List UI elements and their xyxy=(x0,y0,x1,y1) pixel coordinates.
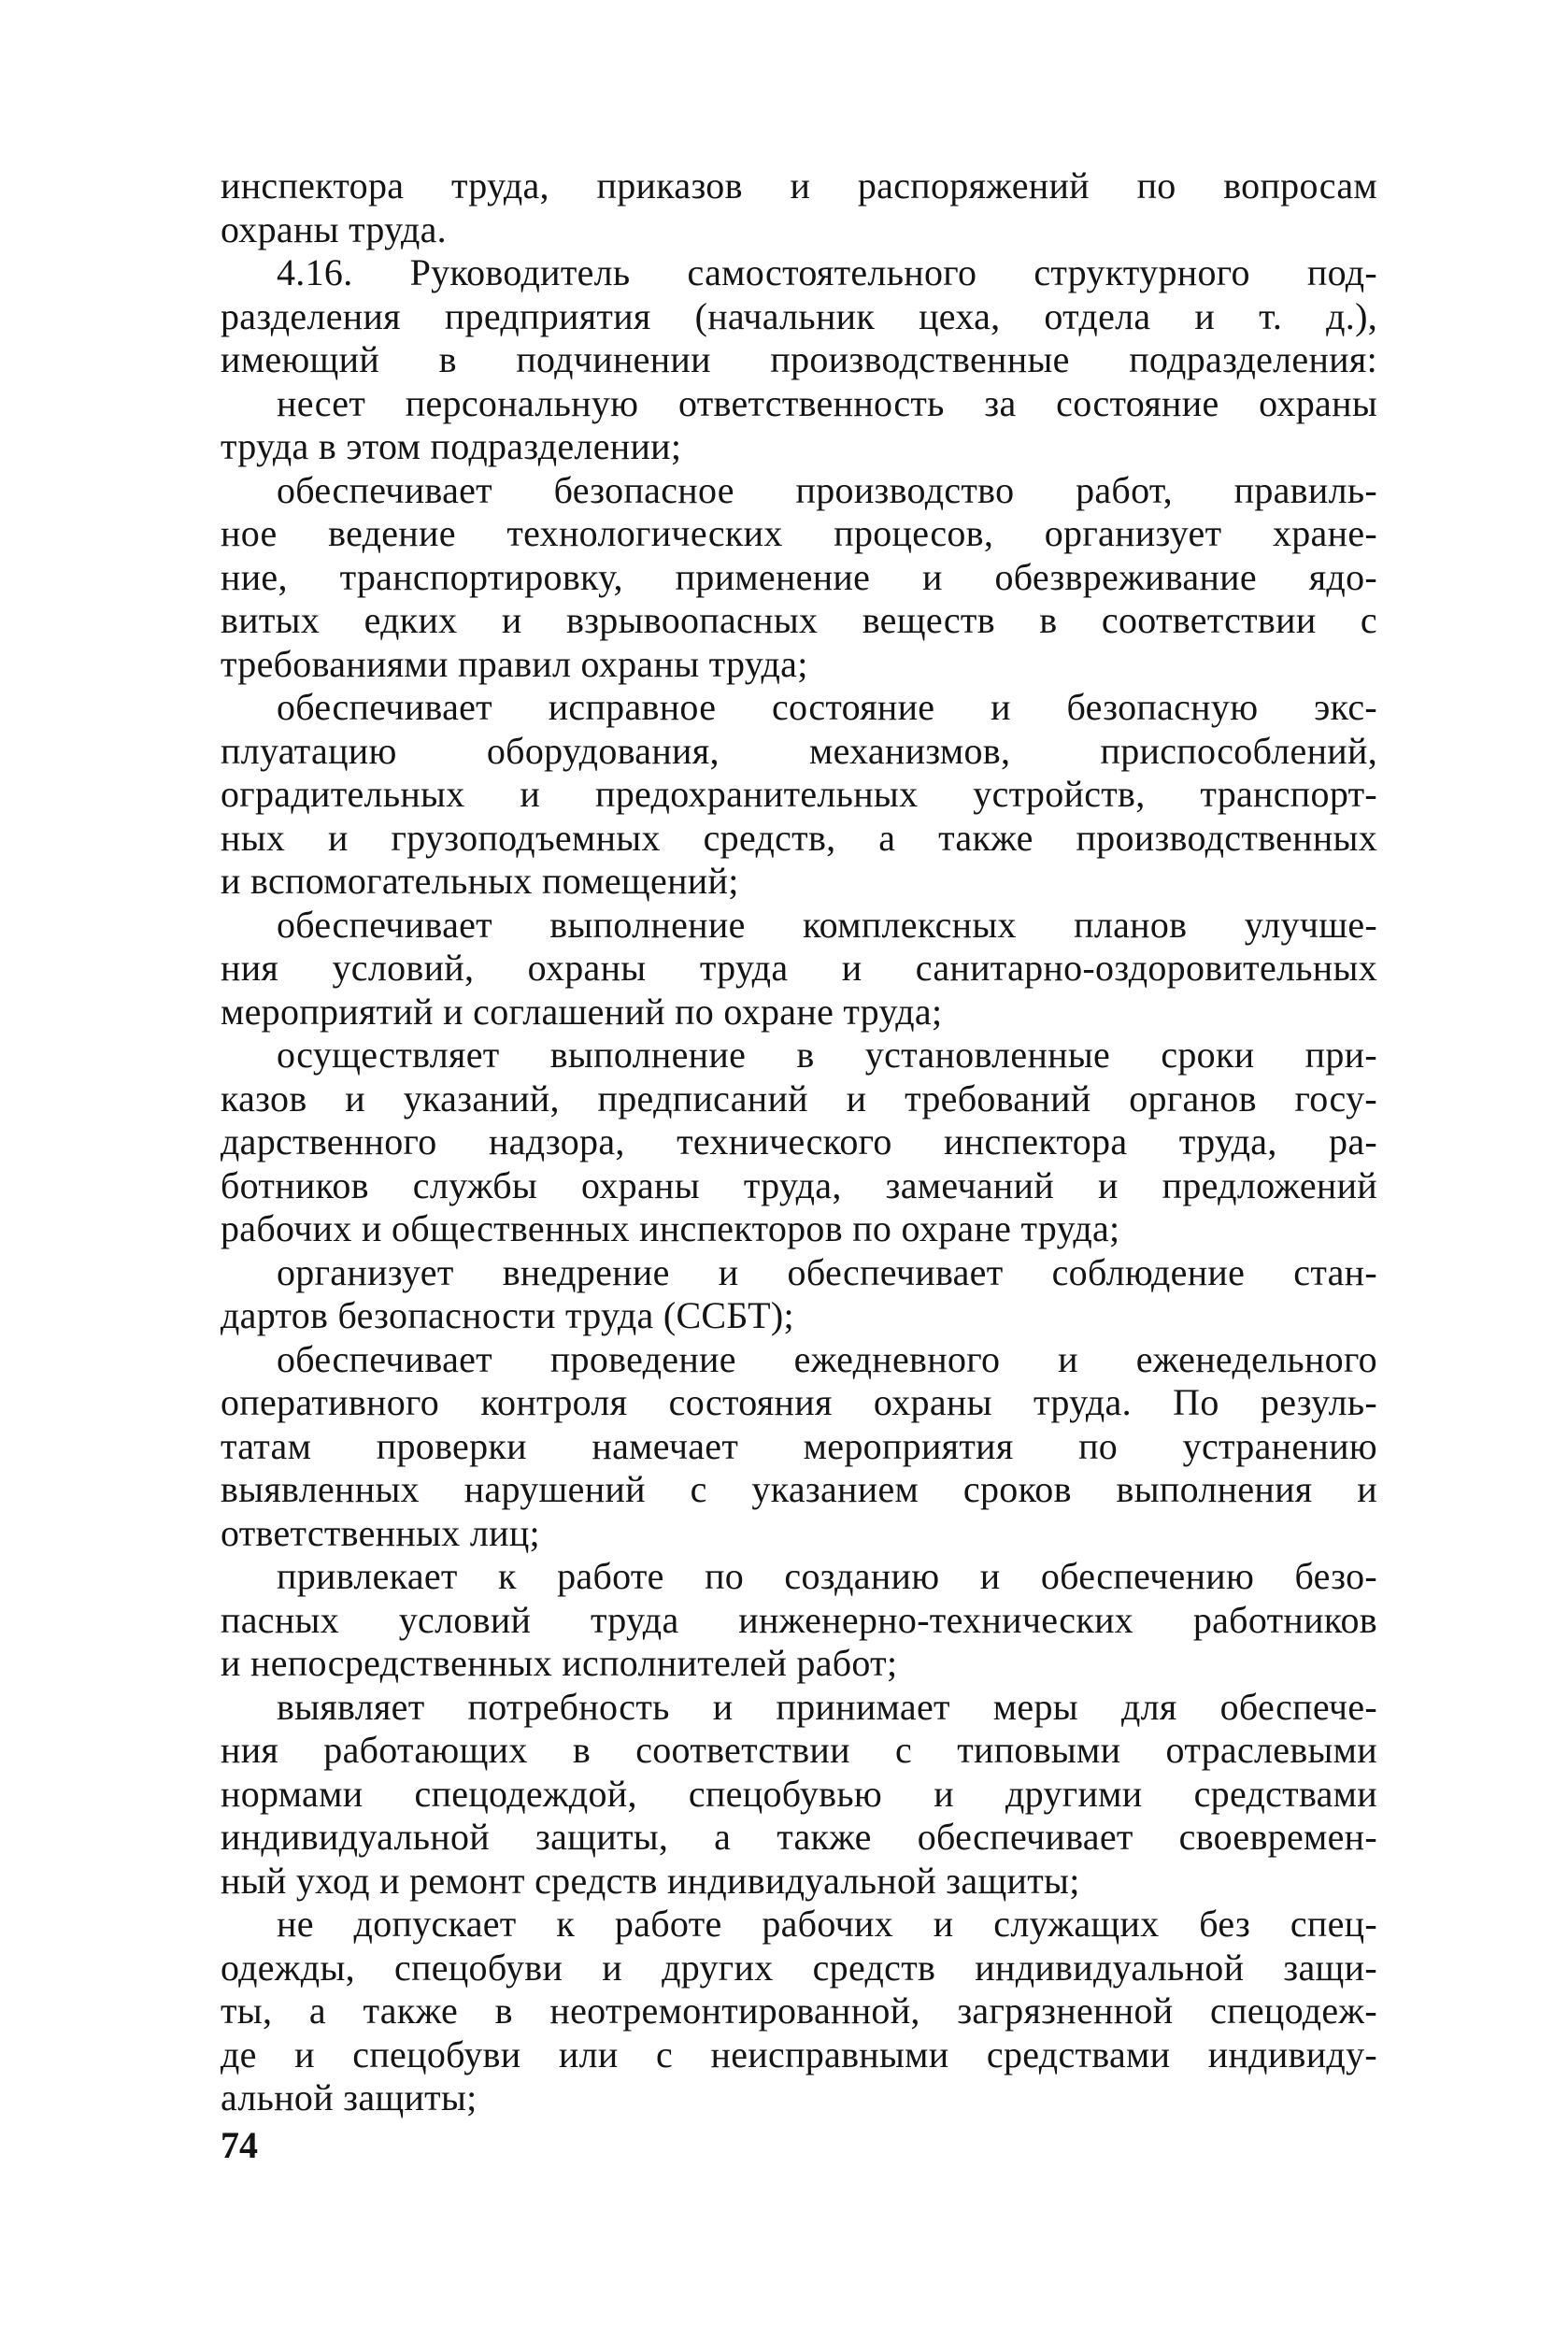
text-line: и непосредственных исполнителей работ; xyxy=(221,1642,898,1684)
text-line: пасных условий труда инженерно-технических работников xyxy=(221,1598,1377,1641)
text-line: рабочих и общественных инспекторов по охране труда; xyxy=(221,1207,1120,1249)
text-line: разделения предприятия (начальник цеха, отдела и т. д.), xyxy=(221,294,1377,337)
text-line: осуществляет выполнение в установленные сроки при- xyxy=(277,1034,1377,1076)
text-line: казов и указаний, предписаний и требований органов госу- xyxy=(221,1077,1377,1120)
text-line: труда в этом подразделении; xyxy=(221,425,682,467)
text-line: выявленных нарушений с указанием сроков выполнения и xyxy=(221,1468,1377,1510)
text-line: обеспечивает безопасное производство работ, правиль- xyxy=(277,468,1377,511)
text-line: 4.16. Руководитель самостоятельного структурного под- xyxy=(277,251,1377,293)
text-line: оперативного контроля состояния охраны труда. По резуль- xyxy=(221,1381,1377,1423)
text-line: ния работающих в соответствии с типовыми отраслевыми xyxy=(221,1729,1377,1771)
text-line: индивидуальной защиты, а также обеспечивает своевремен- xyxy=(221,1816,1377,1858)
text-line: витых едких и взрывоопасных веществ в соответствии с xyxy=(221,599,1377,641)
text-line: дарственного надзора, технического инспектора труда, ра- xyxy=(221,1120,1377,1162)
text-line: нормами спецодеждой, спецобувью и другими средствами xyxy=(221,1772,1377,1815)
text-line: несет персональную ответственность за состояние охраны xyxy=(277,381,1377,424)
text-line: обеспечивает проведение ежедневного и еженедельного xyxy=(277,1337,1377,1380)
text-line: де и спецобуви или с неисправными средствами индивиду- xyxy=(221,2032,1377,2075)
text-line: требованиями правил охраны труда; xyxy=(221,642,808,685)
page-text xyxy=(221,164,1377,2120)
text-line: ный уход и ремонт средств индивидуальной защиты; xyxy=(221,1859,1080,1902)
text-line: привлекает к работе по созданию и обеспечению безо- xyxy=(277,1555,1377,1597)
text-line: дартов безопасности труда (ССБТ); xyxy=(221,1294,794,1336)
text-line: инспектора труда, приказов и распоряжений по вопросам xyxy=(221,164,1377,207)
text-line: ное ведение технологических процесов, организует хране- xyxy=(221,512,1377,554)
text-line: организует внедрение и обеспечивает соблюдение стан- xyxy=(277,1250,1377,1293)
text-line: ных и грузоподъемных средств, а также производственных xyxy=(221,816,1377,859)
text-line: оградительных и предохранительных устройств, транспорт- xyxy=(221,773,1377,815)
text-line: и вспомогательных помещений; xyxy=(221,860,739,902)
page-number: 74 xyxy=(221,2124,258,2166)
text-line: ние, транспортировку, применение и обезвреживание ядо- xyxy=(221,555,1377,598)
text-line: выявляет потребность и принимает меры для обеспече- xyxy=(277,1685,1377,1728)
text-line: ты, а также в неотремонтированной, загрязненной спецодеж- xyxy=(221,1990,1377,2032)
text-line: мероприятий и соглашений по охране труда; xyxy=(221,990,943,1033)
text-line: ботников службы охраны труда, замечаний и предложений xyxy=(221,1163,1377,1206)
text-line: обеспечивает выполнение комплексных планов улучше- xyxy=(277,903,1377,946)
text-line: татам проверки намечает мероприятия по устранению xyxy=(221,1424,1377,1467)
text-line: обеспечивает исправное состояние и безопасную экс- xyxy=(277,686,1377,728)
text-line: ния условий, охраны труда и санитарно-оздоровительных xyxy=(221,947,1377,989)
text-line: альной защиты; xyxy=(221,2076,478,2118)
text-line: ответственных лиц; xyxy=(221,1511,540,1554)
text-line: охраны труда. xyxy=(221,207,447,250)
text-line: одежды, спецобуви и других средств индивидуальной защи- xyxy=(221,1946,1377,1989)
text-line: имеющий в подчинении производственные подразделения: xyxy=(221,338,1377,380)
text-line: не допускает к работе рабочих и служащих без спец- xyxy=(277,1903,1377,1945)
text-line: плуатацию оборудования, механизмов, приспособлений, xyxy=(221,729,1377,772)
